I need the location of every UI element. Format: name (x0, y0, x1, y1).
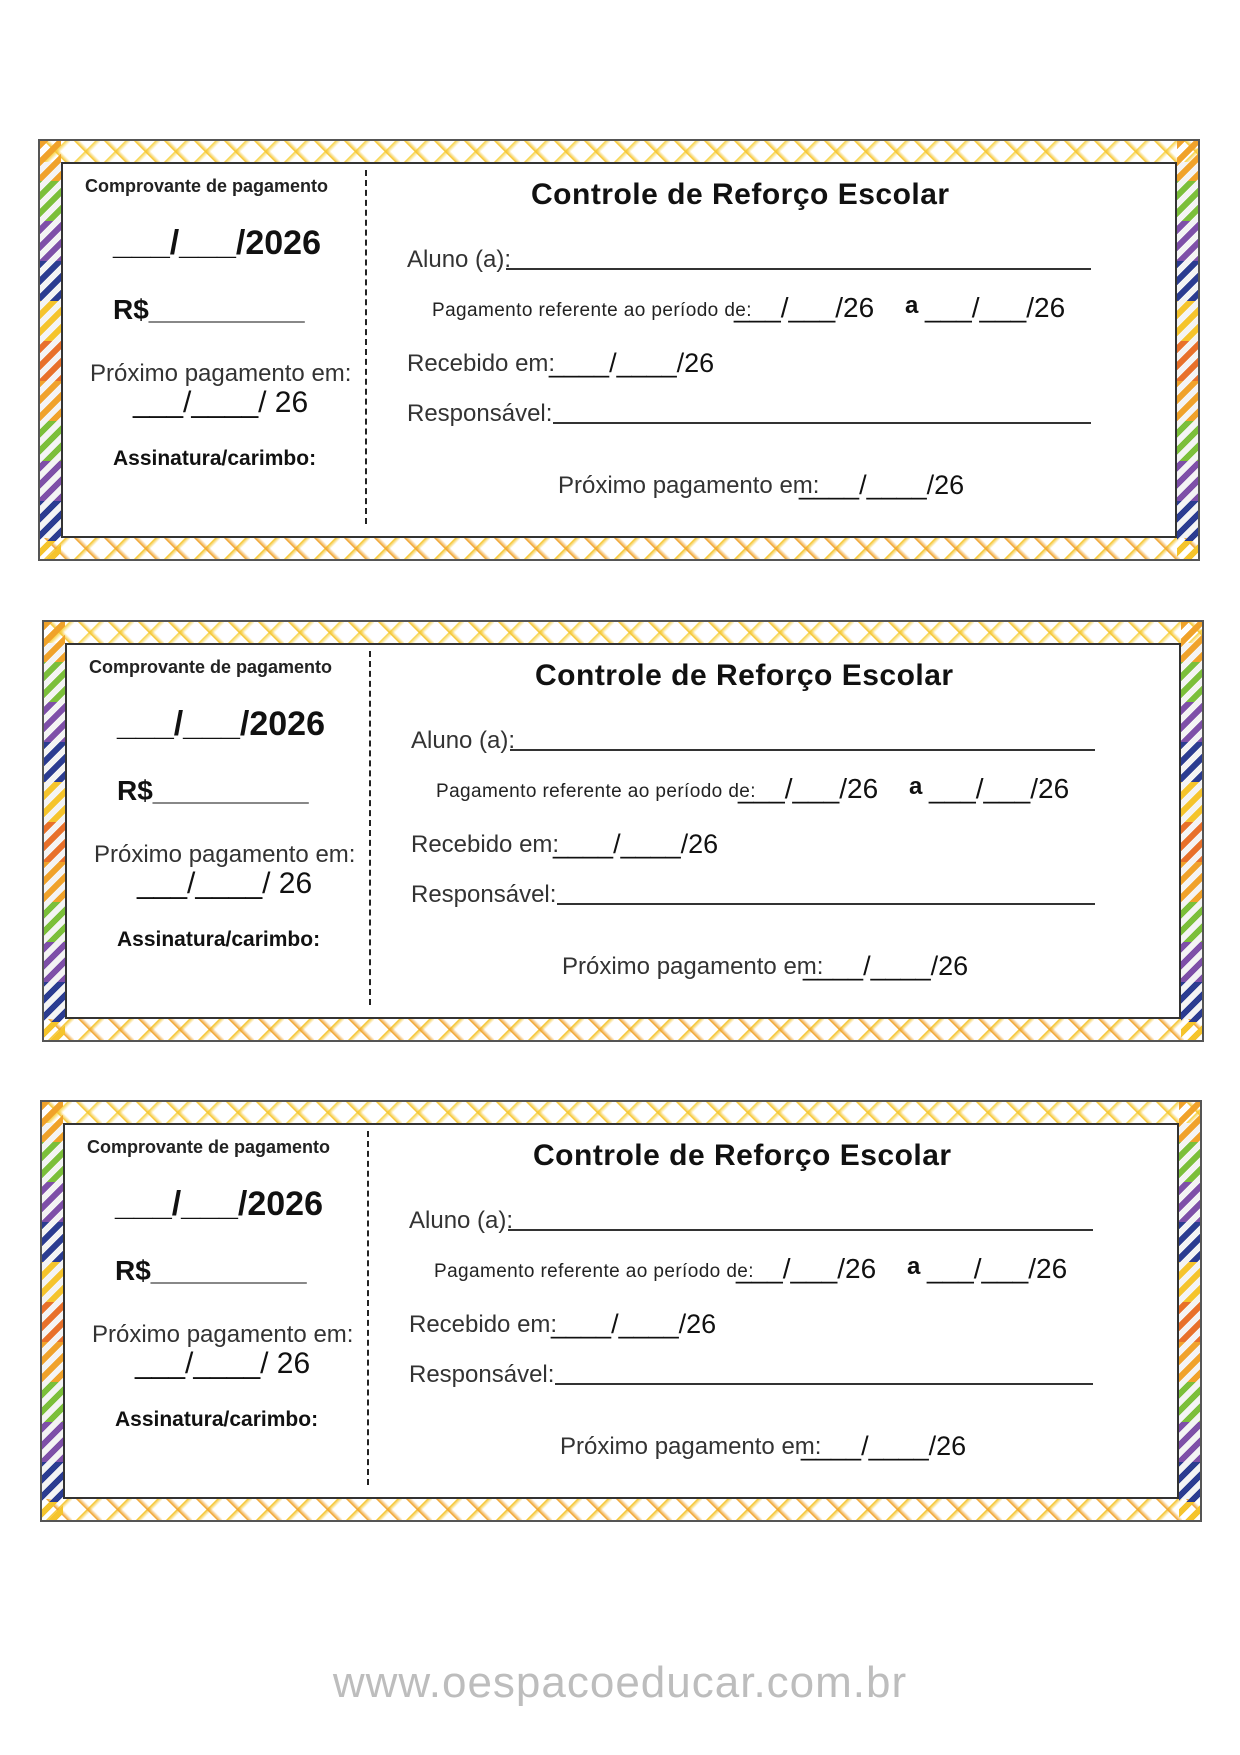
chevron-border-bottom (42, 1499, 1200, 1520)
student-label: Aluno (a): (409, 1207, 514, 1234)
period-separator: a (907, 1253, 921, 1280)
received-label: Recebido em: (409, 1311, 558, 1338)
card-body (61, 162, 1177, 538)
chevron-border-right (1179, 1102, 1200, 1520)
stub-next-payment-label: Próximo pagamento em: (92, 1321, 354, 1348)
stub-title: Comprovante de pagamento (89, 657, 333, 677)
next-payment-label: Próximo pagamento em: (558, 472, 820, 499)
payment-card (42, 620, 1204, 1042)
period-label: Pagamento referente ao período de: (436, 781, 756, 802)
period-start-date[interactable]: ___/___/26 (736, 1253, 877, 1284)
student-name-field[interactable] (508, 1229, 1093, 1231)
tear-off-divider (369, 651, 371, 1005)
chevron-border-bottom (40, 538, 1198, 559)
chevron-border-top (44, 622, 1202, 643)
responsible-label: Responsável: (409, 1361, 555, 1388)
card-title: Controle de Reforço Escolar (531, 178, 950, 211)
payment-card (40, 1100, 1202, 1522)
period-label: Pagamento referente ao período de: (432, 300, 752, 321)
stub-title: Comprovante de pagamento (87, 1137, 331, 1157)
chevron-border-top (42, 1102, 1200, 1123)
chevron-border-left (42, 1102, 63, 1520)
period-separator: a (905, 292, 919, 319)
period-end-date[interactable]: ___/___/26 (927, 1253, 1068, 1284)
responsible-label: Responsável: (407, 400, 553, 427)
chevron-border-right (1177, 141, 1198, 559)
received-date[interactable]: ____/____/26 (553, 829, 719, 859)
chevron-border-top (40, 141, 1198, 162)
stub-next-payment-label: Próximo pagamento em: (94, 841, 356, 868)
next-payment-date[interactable]: ____/____/26 (799, 470, 965, 500)
student-name-field[interactable] (510, 749, 1095, 751)
period-label: Pagamento referente ao período de: (434, 1261, 754, 1282)
student-label: Aluno (a): (411, 727, 516, 754)
stub-signature-label: Assinatura/carimbo: (115, 1408, 319, 1431)
payment-card (38, 139, 1200, 561)
stub-amount-field[interactable]: R$__________ (115, 1255, 307, 1286)
period-start-date[interactable]: ___/___/26 (734, 292, 875, 323)
stub-amount-field[interactable]: R$__________ (113, 294, 305, 325)
chevron-border-left (44, 622, 65, 1040)
received-date[interactable]: ____/____/26 (551, 1309, 717, 1339)
period-end-date[interactable]: ___/___/26 (925, 292, 1066, 323)
next-payment-date[interactable]: ____/____/26 (803, 951, 969, 981)
stub-next-payment-date[interactable]: ___/____/ 26 (137, 867, 313, 900)
period-end-date[interactable]: ___/___/26 (929, 773, 1070, 804)
next-payment-label: Próximo pagamento em: (562, 953, 824, 980)
stub-date-field[interactable]: ___/___/2026 (113, 224, 321, 262)
responsible-label: Responsável: (411, 881, 557, 908)
card-title: Controle de Reforço Escolar (535, 659, 954, 692)
stub-next-payment-date[interactable]: ___/____/ 26 (133, 386, 309, 419)
received-label: Recebido em: (411, 831, 560, 858)
tear-off-divider (365, 170, 367, 524)
chevron-border-left (40, 141, 61, 559)
card-body (63, 1123, 1179, 1499)
stub-amount-field[interactable]: R$__________ (117, 775, 309, 806)
card-title: Controle de Reforço Escolar (533, 1139, 952, 1172)
received-date[interactable]: ____/____/26 (549, 348, 715, 378)
stub-date-field[interactable]: ___/___/2026 (117, 705, 325, 743)
student-label: Aluno (a): (407, 246, 512, 273)
period-start-date[interactable]: ___/___/26 (738, 773, 879, 804)
card-body (65, 643, 1181, 1019)
student-name-field[interactable] (506, 268, 1091, 270)
stub-next-payment-date[interactable]: ___/____/ 26 (135, 1347, 311, 1380)
stub-signature-label: Assinatura/carimbo: (113, 447, 317, 470)
responsible-field[interactable] (555, 1383, 1093, 1385)
stub-next-payment-label: Próximo pagamento em: (90, 360, 352, 387)
period-separator: a (909, 773, 923, 800)
next-payment-date[interactable]: ____/____/26 (801, 1431, 967, 1461)
responsible-field[interactable] (557, 903, 1095, 905)
stub-title: Comprovante de pagamento (85, 176, 329, 196)
stub-signature-label: Assinatura/carimbo: (117, 928, 321, 951)
website-footer: www.oespacoeducar.com.br (332, 1658, 908, 1707)
responsible-field[interactable] (553, 422, 1091, 424)
received-label: Recebido em: (407, 350, 556, 377)
chevron-border-bottom (44, 1019, 1202, 1040)
next-payment-label: Próximo pagamento em: (560, 1433, 822, 1460)
chevron-border-right (1181, 622, 1202, 1040)
tear-off-divider (367, 1131, 369, 1485)
stub-date-field[interactable]: ___/___/2026 (115, 1185, 323, 1223)
